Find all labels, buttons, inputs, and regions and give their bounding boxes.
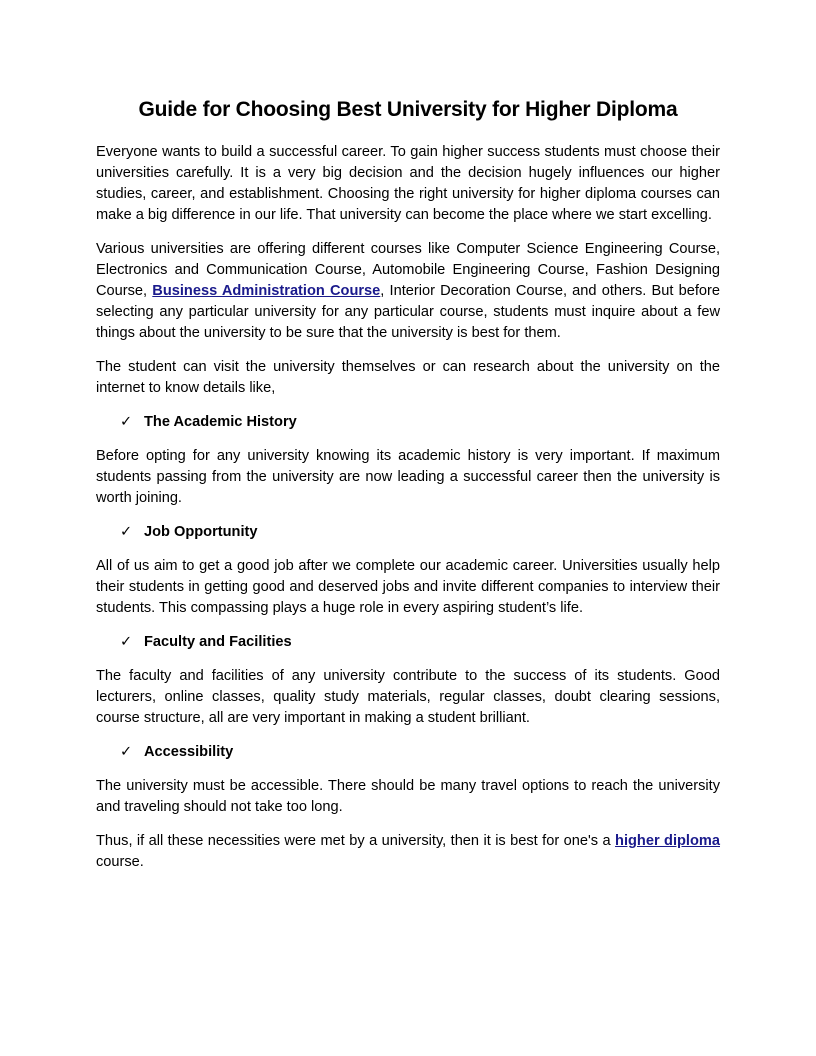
section-heading-text: Faculty and Facilities [144, 634, 292, 650]
section-body-job-opportunity: All of us aim to get a good job after we complete our academic career. Universities usually help their students in getting good and deserved jobs and invite different companies to interview their students. This compassing plays a huge role in every aspiring student’s life. [96, 558, 720, 616]
courses-text-before: Various universities are offering different courses like Computer Science Engineering Course, Electronics and Communication Course, Automobile Engineering Course, Fashion Designing Course, [96, 241, 720, 299]
section-heading-academic-history [120, 412, 720, 433]
closing-text-before: Thus, if all these necessities were met by a university, then it is best for one's a [96, 833, 616, 849]
section-heading-text: The Academic History [144, 414, 297, 430]
checkmark-icon: ✓ [120, 634, 133, 650]
section-body-accessibility: The university must be accessible. There should be many travel options to reach the university and traveling should not take too long. [96, 778, 720, 815]
section-heading-text: Accessibility [144, 744, 234, 760]
checkmark-icon: ✓ [120, 744, 133, 760]
business-administration-link[interactable]: Business Administration Course [152, 283, 381, 299]
courses-paragraph [96, 239, 720, 344]
higher-diploma-link[interactable]: higher diploma [615, 833, 720, 849]
section-body-faculty-facilities: The faculty and facilities of any university contribute to the success of its students. Good lecturers, online classes, quality study materials, regular classes, doubt clearing sessions, course structure, all are very important in making a student brilliant. [96, 668, 720, 726]
section-body-academic-history: Before opting for any university knowing its academic history is very important. If maximum students passing from the university are now leading a successful career then the university is worth joining. [96, 448, 720, 506]
closing-paragraph [96, 831, 720, 873]
courses-text-after: , Interior Decoration Course, and others. But before selecting any particular university for any particular course, students must inquire about a few things about the university to be sure that the university is best for them. [96, 283, 721, 341]
intro-paragraph: Everyone wants to build a successful career. To gain higher success students must choose their universities carefully. It is a very big decision and the decision hugely influences our higher studies, career, and establishment. Choosing the right university for higher diploma courses can make a big difference in our life. That university can become the place where we start excelling. [96, 144, 720, 223]
section-heading-job-opportunity [120, 522, 720, 543]
checkmark-icon: ✓ [120, 414, 133, 430]
closing-text-after: course. [96, 854, 144, 870]
research-paragraph: The student can visit the university themselves or can research about the university on the internet to know details like, [96, 359, 720, 396]
page-title: Guide for Choosing Best University for Higher Diploma [138, 98, 678, 121]
section-heading-text: Job Opportunity [144, 524, 258, 540]
section-heading-accessibility [120, 742, 720, 763]
section-heading-faculty-facilities [120, 632, 720, 653]
checkmark-icon: ✓ [120, 524, 133, 540]
document-page [96, 94, 720, 886]
